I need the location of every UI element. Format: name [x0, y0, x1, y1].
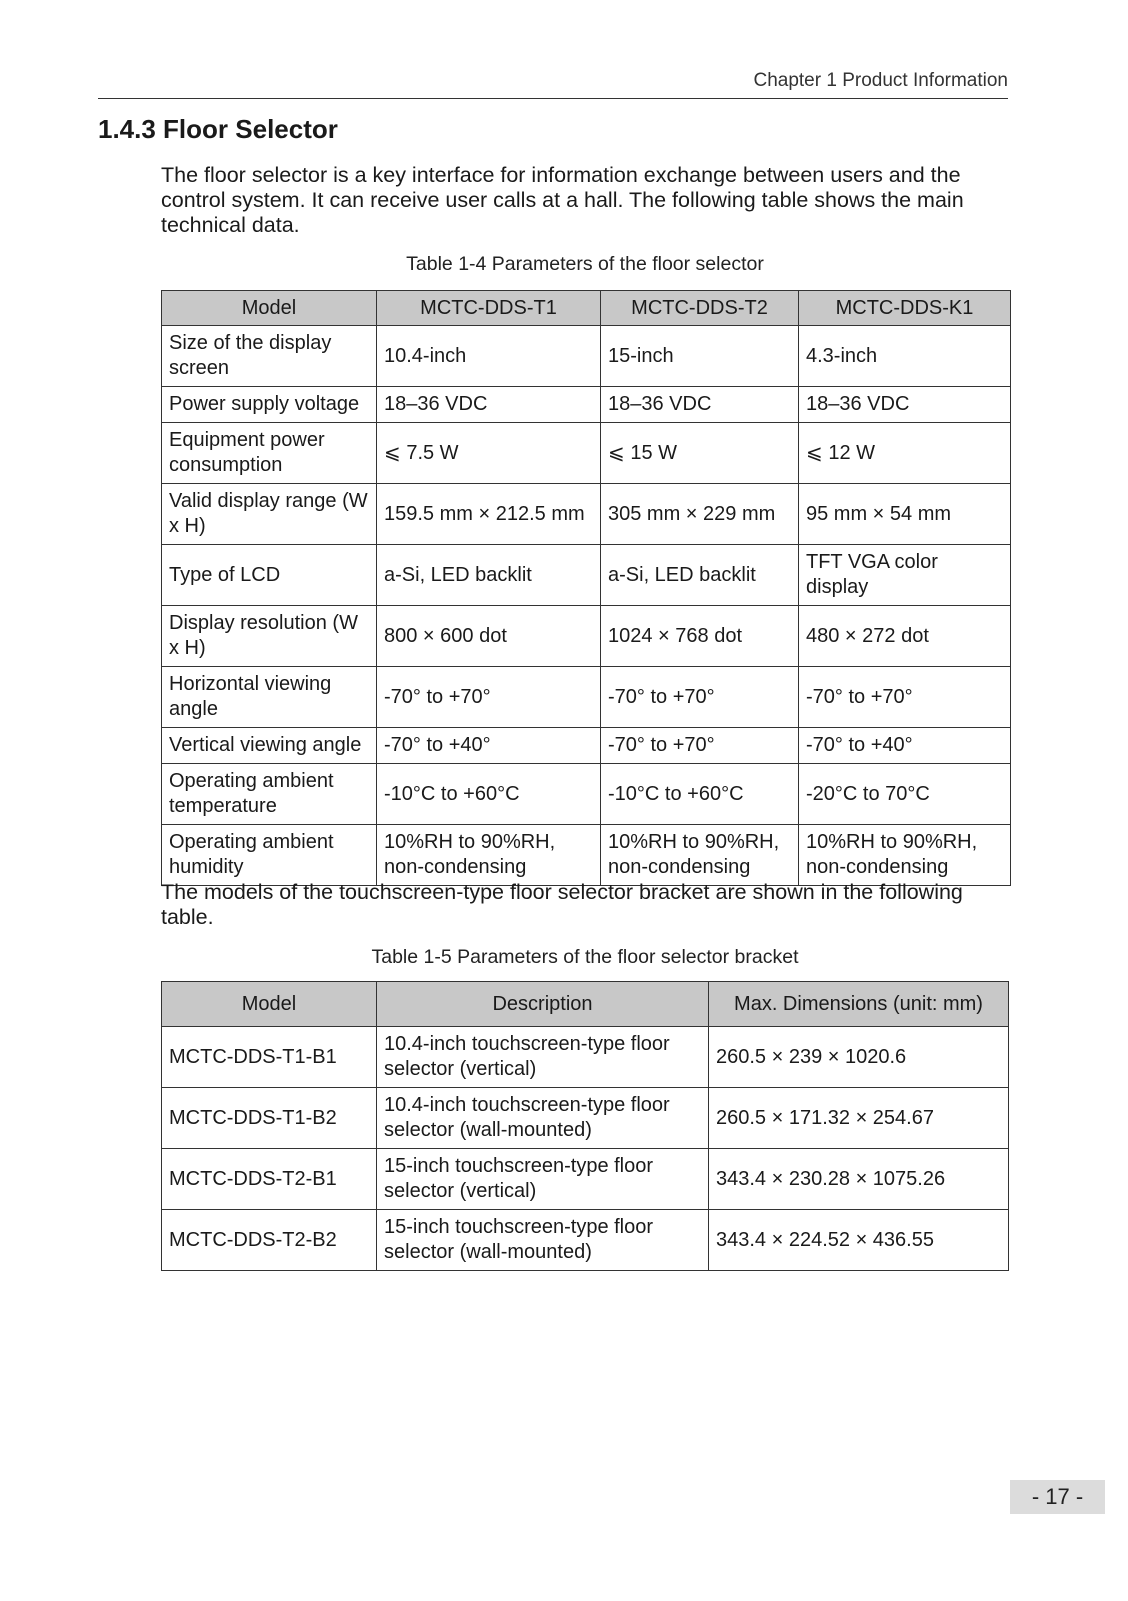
row-label: Valid display range (W x H) [162, 484, 377, 545]
table-cell: 343.4 × 230.28 × 1075.26 [709, 1149, 1009, 1210]
header-mctc-dds-t2: MCTC-DDS-T2 [601, 291, 799, 326]
table-cell: -70° to +40° [799, 728, 1011, 764]
table-cell: 15-inch touchscreen-type floor selector (vertical) [377, 1149, 709, 1210]
table-row [162, 606, 1011, 667]
row-label: Display resolution (W x H) [162, 606, 377, 667]
floor-selector-bracket-table [161, 981, 1009, 1271]
table-cell: -70° to +70° [799, 667, 1011, 728]
header-mctc-dds-k1: MCTC-DDS-K1 [799, 291, 1011, 326]
row-label: Vertical viewing angle [162, 728, 377, 764]
header-max-dimensions: Max. Dimensions (unit: mm) [709, 982, 1009, 1027]
table-row [162, 1210, 1009, 1271]
table-cell: 15-inch touchscreen-type floor selector (wall-mounted) [377, 1210, 709, 1271]
row-label: Size of the display screen [162, 326, 377, 387]
row-label: Type of LCD [162, 545, 377, 606]
table-cell: 1024 × 768 dot [601, 606, 799, 667]
row-label: Operating ambient humidity [162, 825, 377, 886]
header-model: Model [162, 291, 377, 326]
table-cell: -70° to +70° [601, 667, 799, 728]
table-cell: 305 mm × 229 mm [601, 484, 799, 545]
table-row [162, 387, 1011, 423]
table-cell: 95 mm × 54 mm [799, 484, 1011, 545]
table-cell: 343.4 × 224.52 × 436.55 [709, 1210, 1009, 1271]
row-label: Operating ambient temperature [162, 764, 377, 825]
table-row [162, 1027, 1009, 1088]
table-cell: 18–36 VDC [377, 387, 601, 423]
table-row [162, 764, 1011, 825]
table-cell: 800 × 600 dot [377, 606, 601, 667]
table-row [162, 728, 1011, 764]
table-cell: 18–36 VDC [601, 387, 799, 423]
table-1-5-caption: Table 1-5 Parameters of the floor selector bracket [371, 946, 799, 968]
table-cell: 10.4-inch touchscreen-type floor selector (vertical) [377, 1027, 709, 1088]
table-cell: -70° to +40° [377, 728, 601, 764]
table-row [162, 326, 1011, 387]
row-label: Power supply voltage [162, 387, 377, 423]
table-row [162, 667, 1011, 728]
header-description: Description [377, 982, 709, 1027]
table-row [162, 545, 1011, 606]
table-cell: 260.5 × 239 × 1020.6 [709, 1027, 1009, 1088]
table-cell: 10%RH to 90%RH, non-condensing [799, 825, 1011, 886]
table-cell: ⩽ 12 W [799, 423, 1011, 484]
table-cell: 18–36 VDC [799, 387, 1011, 423]
header-mctc-dds-t1: MCTC-DDS-T1 [377, 291, 601, 326]
table-cell: 10%RH to 90%RH, non-condensing [601, 825, 799, 886]
row-label: MCTC-DDS-T2-B2 [162, 1210, 377, 1271]
table-row [162, 484, 1011, 545]
table-row [162, 1149, 1009, 1210]
row-label: MCTC-DDS-T1-B2 [162, 1088, 377, 1149]
table-cell: -20°C to 70°C [799, 764, 1011, 825]
header-rule [98, 98, 1008, 99]
table-cell: 4.3-inch [799, 326, 1011, 387]
bracket-paragraph: The models of the touchscreen-type floor selector bracket are shown in the following table. [161, 880, 963, 929]
table-cell: a-Si, LED backlit [601, 545, 799, 606]
row-label: Horizontal viewing angle [162, 667, 377, 728]
section-heading: 1.4.3 Floor Selector [98, 114, 338, 144]
running-header: Chapter 1 Product Information [753, 70, 1008, 91]
table-row [162, 825, 1011, 886]
table-cell: TFT VGA color display [799, 545, 1011, 606]
table-cell: -10°C to +60°C [601, 764, 799, 825]
table-cell: 10%RH to 90%RH, non-condensing [377, 825, 601, 886]
table-cell: 260.5 × 171.32 × 254.67 [709, 1088, 1009, 1149]
row-label: MCTC-DDS-T2-B1 [162, 1149, 377, 1210]
header-model: Model [162, 982, 377, 1027]
row-label: MCTC-DDS-T1-B1 [162, 1027, 377, 1088]
table-cell: 10.4-inch touchscreen-type floor selector (wall-mounted) [377, 1088, 709, 1149]
table-header-row [162, 982, 1009, 1027]
table-cell: -70° to +70° [601, 728, 799, 764]
intro-paragraph: The floor selector is a key interface for information exchange between users and the control system. It can receive user calls at a hall. The following table shows the main technical data. [161, 163, 964, 237]
table-row [162, 423, 1011, 484]
table-header-row [162, 291, 1011, 326]
table-1-4-caption: Table 1-4 Parameters of the floor selector [406, 253, 764, 275]
table-cell: ⩽ 7.5 W [377, 423, 601, 484]
table-row [162, 1088, 1009, 1149]
table-cell: -70° to +70° [377, 667, 601, 728]
table-cell: ⩽ 15 W [601, 423, 799, 484]
table-cell: a-Si, LED backlit [377, 545, 601, 606]
table-cell: 15-inch [601, 326, 799, 387]
page-number: - 17 - [1010, 1480, 1105, 1514]
table-cell: 159.5 mm × 212.5 mm [377, 484, 601, 545]
table-cell: 10.4-inch [377, 326, 601, 387]
table-cell: 480 × 272 dot [799, 606, 1011, 667]
floor-selector-parameters-table [161, 290, 1011, 886]
row-label: Equipment power consumption [162, 423, 377, 484]
table-cell: -10°C to +60°C [377, 764, 601, 825]
